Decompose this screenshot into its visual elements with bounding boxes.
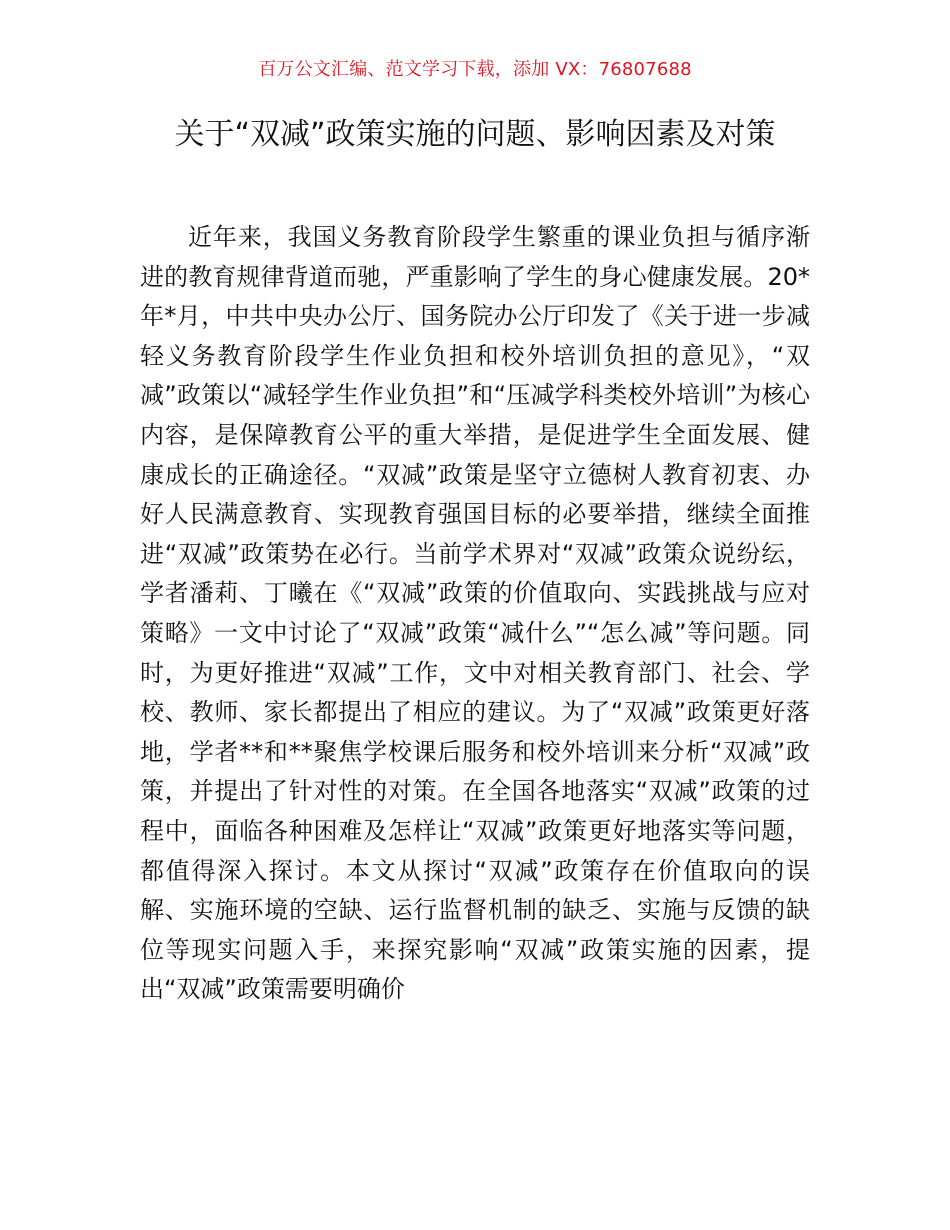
document-title: 关于“双减”政策实施的问题、影响因素及对策 [174, 117, 776, 152]
body-paragraph: 近年来，我国义务教育阶段学生繁重的课业负担与循序渐进的教育规律背道而驰，严重影响了学生的身心健康发展。20*年*月，中共中央办公厅、国务院办公厅印发了《关于进一步减轻义务教育阶段学生作业负担和校外培训负担的意见》，“双减”政策以“减轻学生作业负担”和“压减学科类校外培训”为核心内容，是保障教育公平的重大举措，是促进学生全面发展、健康成长的正确途径。“双减”政策是坚守立德树人教育初衷、办好人民满意教育、实现教育强国目标的必要举措，继续全面推进“双减”政策势在必行。当前学术界对“双减”政策众说纷纭，学者潘莉、丁曦在《“双减”政策的价值取向、实践挑战与应对策略》一文中讨论了“双减”政策“减什么”“怎么减”等问题。同时，为更好推进“双减”工作，文中对相关教育部门、社会、学校、教师、家长都提出了相应的建议。为了“双减”政策更好落地，学者**和**聚焦学校课后服务和校外培训来分析“双减”政策，并提出了针对性的对策。在全国各地落实“双减”政策的过程中，面临各种困难及怎样让“双减”政策更好地落实等问题，都值得深入探讨。本文从探讨“双减”政策存在价值取向的误解、实施环境的空缺、运行监督机制的缺乏、实施与反馈的缺位等现实问题入手，来探究影响“双减”政策实施的因素，提出“双减”政策需要明确价 [140, 223, 810, 1004]
header-promo-note: 百万公文汇编、范文学习下载，添加 VX：76807688 [258, 59, 692, 80]
